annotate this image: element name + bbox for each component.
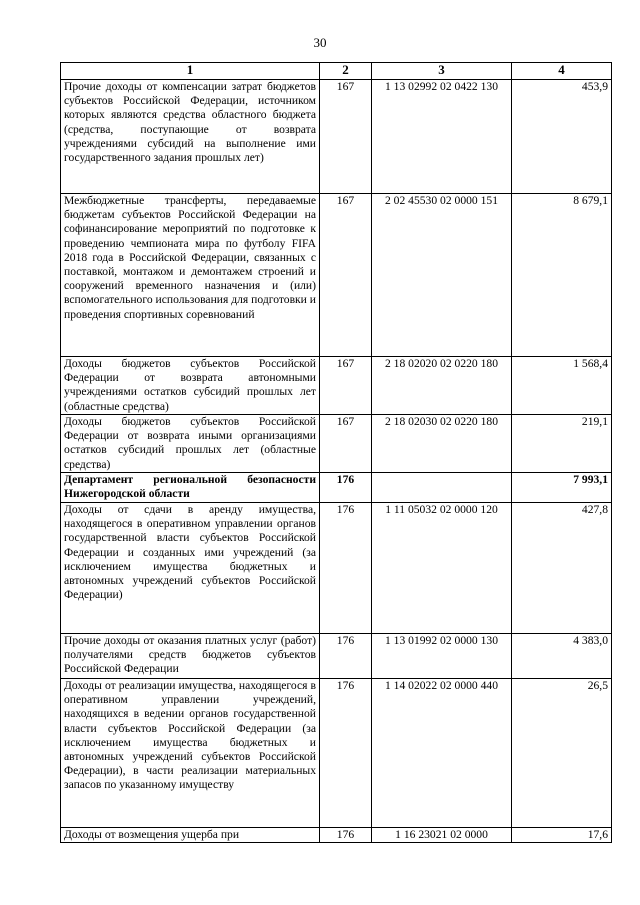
column-header-4: 4	[512, 63, 612, 80]
table-row	[61, 194, 612, 357]
table-row	[61, 828, 612, 843]
admin-code: 176	[320, 634, 372, 679]
budget-classification-code: 1 16 23021 02 0000	[372, 828, 512, 843]
budget-revenue-table	[60, 62, 612, 843]
page-number: 30	[313, 35, 327, 50]
revenue-name: Межбюджетные трансферты, передаваемые бюджетам субъектов Российской Федерации на софинансирование мероприятий по подготовке к проведению чемпионата мира по футболу FIFA 2018 года в Российской Федерации, связанных с поставкой, монтажом и демонтажем строений и сооружений временного назначения и (или) вспомогательного использования для подготовки и проведения спортивных соревнований	[61, 194, 320, 357]
table-row	[61, 80, 612, 194]
table-header-row	[61, 63, 612, 80]
column-header-2: 2	[320, 63, 372, 80]
admin-code: 167	[320, 415, 372, 473]
admin-code: 167	[320, 80, 372, 194]
amount: 4 383,0	[512, 634, 612, 679]
table-row-department	[61, 473, 612, 503]
amount: 7 993,1	[512, 473, 612, 503]
amount: 453,9	[512, 80, 612, 194]
table-row	[61, 357, 612, 415]
revenue-name: Доходы от возмещения ущерба при	[61, 828, 320, 843]
budget-classification-code: 2 02 45530 02 0000 151	[372, 194, 512, 357]
revenue-name: Прочие доходы от компенсации затрат бюджетов субъектов Российской Федерации, источником которых являются средства областного бюджета (средства, поступающие от возврата учреждениями субсидий на выполнение ими государственного задания прошлых лет)	[61, 80, 320, 194]
amount: 26,5	[512, 679, 612, 828]
amount: 219,1	[512, 415, 612, 473]
admin-code: 176	[320, 473, 372, 503]
admin-code: 167	[320, 194, 372, 357]
department-name: Департамент региональной безопасности Нижегородской области	[61, 473, 320, 503]
amount: 1 568,4	[512, 357, 612, 415]
column-header-3: 3	[372, 63, 512, 80]
table-row	[61, 503, 612, 634]
budget-classification-code: 2 18 02020 02 0220 180	[372, 357, 512, 415]
revenue-name: Доходы бюджетов субъектов Российской Федерации от возврата иными организациями остатков субсидий прошлых лет (областные средства)	[61, 415, 320, 473]
admin-code: 176	[320, 828, 372, 843]
budget-classification-code: 1 11 05032 02 0000 120	[372, 503, 512, 634]
revenue-name: Доходы бюджетов субъектов Российской Федерации от возврата автономными учреждениями остатков субсидий прошлых лет (областные средства)	[61, 357, 320, 415]
table-row	[61, 415, 612, 473]
budget-classification-code: 1 14 02022 02 0000 440	[372, 679, 512, 828]
table-row	[61, 679, 612, 828]
admin-code: 176	[320, 503, 372, 634]
admin-code: 176	[320, 679, 372, 828]
admin-code: 167	[320, 357, 372, 415]
amount: 8 679,1	[512, 194, 612, 357]
column-header-1: 1	[61, 63, 320, 80]
budget-classification-code	[372, 473, 512, 503]
amount: 17,6	[512, 828, 612, 843]
revenue-name: Доходы от сдачи в аренду имущества, находящегося в оперативном управлении органов государственной власти субъектов Российской Федерации и созданных ими учреждений (за исключением имущества бюджетных и автономных учреждений субъектов Российской Федерации)	[61, 503, 320, 634]
budget-classification-code: 1 13 02992 02 0422 130	[372, 80, 512, 194]
budget-classification-code: 2 18 02030 02 0220 180	[372, 415, 512, 473]
amount: 427,8	[512, 503, 612, 634]
table-row	[61, 634, 612, 679]
revenue-name: Доходы от реализации имущества, находящегося в оперативном управлении учреждений, находящихся в ведении органов государственной власти субъектов Российской Федерации (за исключением имущества бюджетных и автономных учреждений субъектов Российской Федерации), в части реализации материальных запасов по указанному имуществу	[61, 679, 320, 828]
budget-classification-code: 1 13 01992 02 0000 130	[372, 634, 512, 679]
revenue-name: Прочие доходы от оказания платных услуг (работ) получателями средств бюджетов субъектов Российской Федерации	[61, 634, 320, 679]
